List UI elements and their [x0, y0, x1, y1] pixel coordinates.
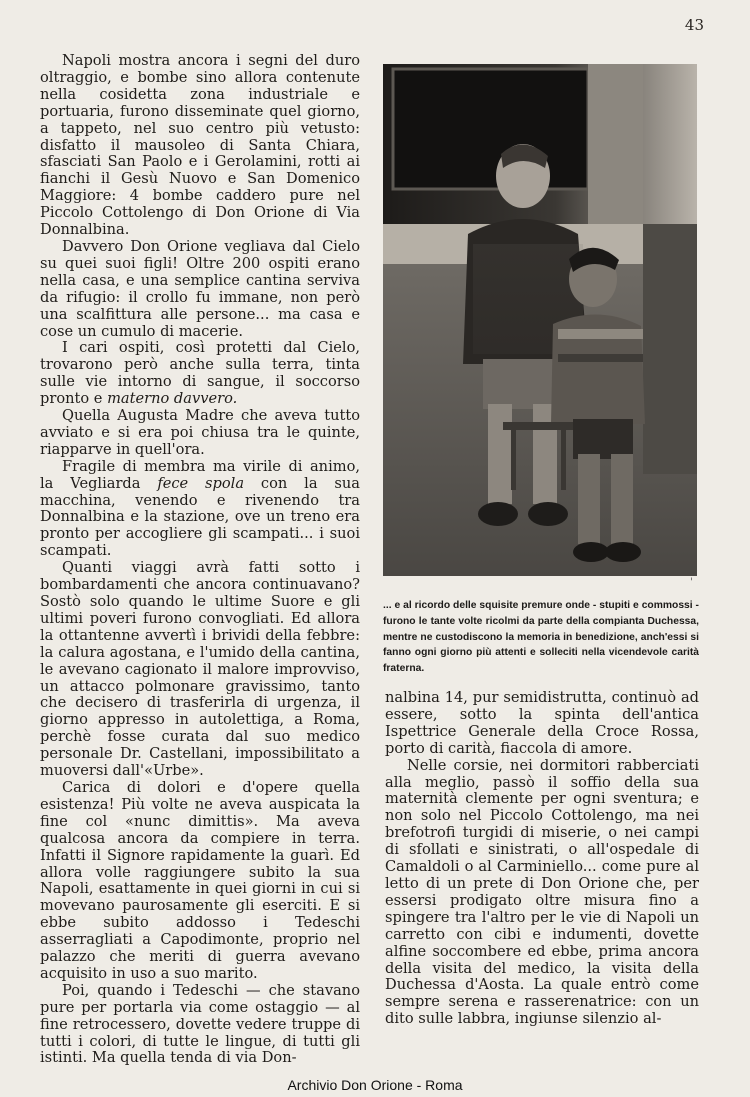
text-run: con la sua macchina, venendo e rivenendo tra Donnalbina e la stazione, ove un treno era pronto per accogliere gli scampati... i suoi scampati.	[40, 474, 360, 560]
paragraph: Carica di dolori e d'opere quella esistenza! Più volte ne aveva auspicata la fine col «nunc dimittis». Ma aveva qualcosa ancora da compiere in terra. Infatti il Signore rapidamente la guarì. Ed allora volle raggiungere subito la sua Napoli, esattamente in quei giorni in cui si movevano paurosamente gli eserciti. E si ebbe subito addosso i Tedeschi asserragliati a Capodimonte, proprio nel palazzo che meriti di guerra avevano acquisito in uso a suo marito.	[40, 778, 360, 982]
archive-footer: Archivio Don Orione - Roma	[287, 1077, 463, 1093]
right-column	[385, 690, 699, 1028]
text-run: Fragile di membra ma virile di animo, la Vegliarda	[40, 457, 360, 492]
paragraph: Nelle corsie, nei dormitori rabberciati alla meglio, passò il soffio della sua maternità clemente per ogni sventura; e non solo nel Piccolo Cottolengo, ma nei brefotrofi turgidi di miserie, o nei campi di sfollati e sinistrati, o all'ospedale di Camaldoli o al Carminiello... come pure al letto di un prete di Don Orione che, per essersi prodigato oltre misura fino a spingere tra l'altro per le vie di Napoli un carretto con cibi e indumenti, dovette alfine soccombere ed ebbe, prima ancora della visita del medico, la visita della Duchessa d'Aosta. La quale entrò come sempre serena e rasserenatrice: con un dito sulle labbra, ingiunse silenzio al-	[385, 756, 699, 1028]
caption-marker: '	[690, 577, 693, 588]
photo-two-boys	[383, 64, 697, 576]
page-number: 43	[684, 16, 704, 34]
paragraph: Poi, quando i Tedeschi — che stavano pure per portarla via come ostaggio — al fine retrocessero, dovette vedere truppe di tutti i colori, di tutte le lingue, di tutti gli istinti. Ma quella tenda di via Don-	[40, 981, 360, 1067]
paragraph: Napoli mostra ancora i segni del duro oltraggio, e bombe sino allora contenute nella cosidetta zona industriale e portuaria, furono disseminate quel giorno, a tappeto, nel suo centro più vetusto: disfatto il mausoleo di Santa Chiara, sfasciati San Paolo e i Gerolamini, rotti ai fianchi il Gesù Nuovo e San Domenico Maggiore: 4 bombe caddero pure nel Piccolo Cottolengo di Don Orione di Via Donnalbina.	[40, 52, 360, 239]
left-column	[40, 53, 360, 1067]
paragraph: Davvero Don Orione vegliava dal Cielo su quei suoi figli! Oltre 200 ospiti erano nella casa, e una semplice cantina serviva da rifugio: il crollo fu immane, non però una scalfittura alle persone... ma casa e cose un cumulo di macerie.	[40, 237, 360, 340]
emphasis-text: fece spola	[157, 474, 245, 492]
emphasis-text: materno davvero.	[107, 390, 238, 408]
paragraph: nalbina 14, pur semidistrutta, continuò ad essere, sotto la spinta dell'antica Ispettrice Generale della Croce Rossa, porto di carità, fiaccola di amore.	[385, 689, 699, 757]
paragraph: Quella Augusta Madre che aveva tutto avviato e si era poi chiusa tra le quinte, riapparve in quell'ora.	[40, 407, 360, 458]
paragraph	[40, 340, 360, 408]
photograph	[383, 64, 697, 576]
paragraph: Quanti viaggi avrà fatti sotto i bombardamenti che ancora continuavano? Sostò solo quando le ultime Suore e gli ultimi poveri furono convogliati. Ed allora la ottantenne avvertì i brividi della febbre: la calura agostana, e l'umido della cantina, le avevano cagionato il malore improvviso, un attacco polmonare gravissimo, tanto che decisero di trasferirla di urgenza, il giorno appresso in autolettiga, a Roma, perchè fosse curata dal suo medico personale Dr. Castellani, impossibilitato a muoversi dall'«Urbe».	[40, 559, 360, 780]
text-run: I cari ospiti, così protetti dal Cielo, trovarono però anche sulla terra, tinta sulle vie intorno di sangue, il soccorso pronto e	[40, 339, 360, 408]
paragraph	[40, 459, 360, 560]
photo-caption: ... e al ricordo delle squisite premure onde - stupiti e commossi - furono le tante volte ricolmi da parte della compianta Duchessa, mentre ne custodiscono la memoria in benedizione, anch'essi si fanno ogni giorno più attenti e solleciti nella vicendevole carità fraterna.	[383, 600, 699, 675]
